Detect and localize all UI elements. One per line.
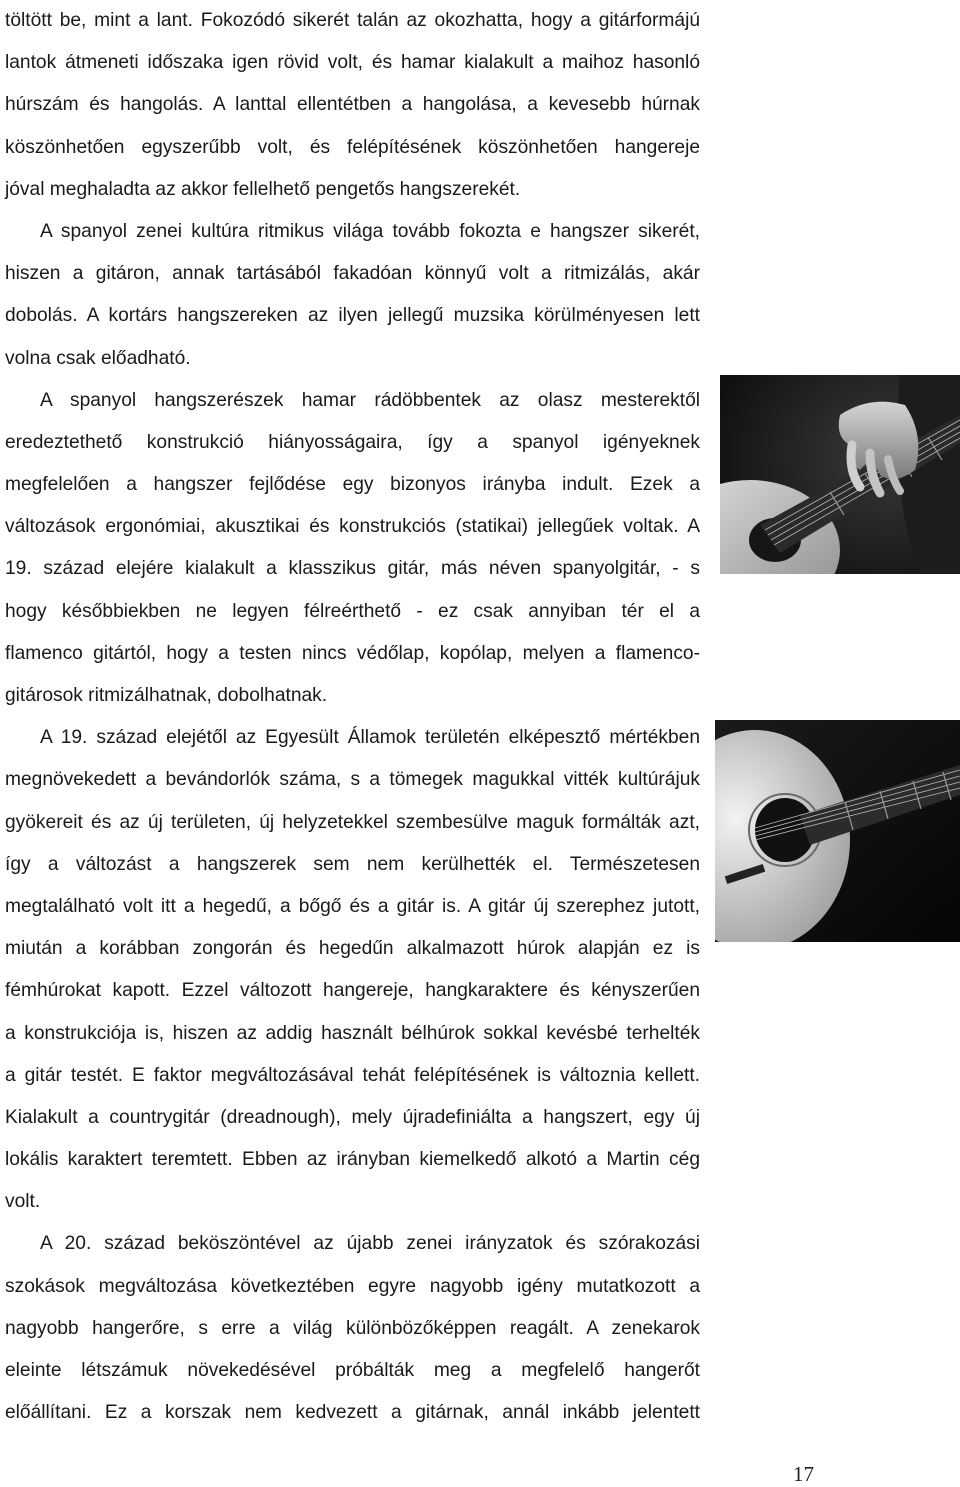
- text-line: megtalálható volt itt a hegedű, a bőgő és a gitár is. A gitár új szerephez jutott,: [5, 895, 700, 917]
- text-line: A spanyol zenei kultúra ritmikus világa tovább fokozta e hangszer sikerét,: [40, 220, 700, 242]
- body-text: [5, 0, 700, 1434]
- text-line: előállítani. Ez a korszak nem kedvezett a gitárnak, annál inkább jelentett: [5, 1402, 700, 1424]
- text-line: megfelelően a hangszer fejlődése egy bizonyos irányba indult. Ezek a: [5, 474, 700, 496]
- text-line: eleinte létszámuk növekedésével próbálták meg a megfelelő hangerőt: [5, 1360, 700, 1381]
- text-line: megnövekedett a bevándorlók száma, s a tömegek magukkal vitték kultúrájuk: [5, 769, 700, 791]
- text-line: volna csak előadható.: [5, 347, 191, 369]
- text-line: A 19. század elejétől az Egyesült Államok területén elképesztő mértékben: [40, 727, 700, 749]
- text-line: gitárosok ritmizálhatnak, dobolhatnak.: [5, 685, 328, 706]
- text-line: 19. század elejére kialakult a klasszikus gitár, más néven spanyolgitár, - s: [5, 558, 700, 580]
- text-line: húrszám és hangolás. A lanttal ellentétben a hangolása, a kevesebb húrnak: [5, 94, 700, 116]
- text-line: miután a korábban zongorán és hegedűn alkalmazott húrok alapján ez is: [5, 938, 700, 960]
- text-line: fémhúrokat kapott. Ezzel változott hangereje, hangkaraktere és kényszerűen: [5, 980, 700, 1002]
- text-line: volt.: [5, 1191, 41, 1213]
- text-line: változások ergonómiai, akusztikai és konstrukciós (statikai) jellegűek voltak. A: [5, 516, 700, 538]
- text-line: A 20. század beköszöntével az újabb zenei irányzatok és szórakozási: [40, 1233, 700, 1255]
- text-line: nagyobb hangerőre, s erre a világ különbözőképpen reagált. A zenekarok: [5, 1317, 700, 1339]
- text-line: töltött be, mint a lant. Fokozódó sikerét talán az okozhatta, hogy a gitárformájú: [5, 10, 700, 31]
- text-line: a gitár testét. E faktor megváltozásával tehát felépítésének is változnia kellett.: [5, 1064, 700, 1086]
- text-line: hogy későbbiekben ne legyen félreérthető - ez csak annyiban tér el a: [5, 600, 700, 622]
- text-line: így a változást a hangszerek sem nem kerülhették el. Természetesen: [5, 853, 700, 875]
- text-line: dobolás. A kortárs hangszereken az ilyen jellegű muzsika körülményesen lett: [5, 305, 700, 327]
- text-line: lantok átmeneti időszaka igen rövid volt, és hamar kialakult a maihoz hasonló: [5, 52, 700, 74]
- text-line: eredeztethető konstrukció hiányosságaira, így a spanyol igényeknek: [5, 431, 700, 453]
- text-line: gyökereit és az új területen, új helyzetekkel szembesülve maguk formálták azt,: [5, 811, 700, 833]
- text-line: hiszen a gitáron, annak tartásából fakadóan könnyű volt a ritmizálás, akár: [5, 263, 700, 285]
- text-line: Kialakult a countrygitár (dreadnough), mely újradefiniálta a hangszert, egy új: [5, 1106, 700, 1128]
- text-line: köszönhetően egyszerűbb volt, és felépítésének köszönhetően hangereje: [5, 136, 700, 158]
- text-line: jóval meghaladta az akkor fellelhető pengetős hangszerekét.: [5, 178, 521, 200]
- text-line: a konstrukciója is, hiszen az addig használt bélhúrok sokkal kevésbé terhelték: [5, 1022, 700, 1044]
- page-number: 17: [793, 1462, 814, 1486]
- text-line: szokások megváltozása következtében egyre nagyobb igény mutatkozott a: [5, 1275, 700, 1297]
- guitar-hand-photo: [720, 375, 960, 574]
- acoustic-guitar-photo: [715, 720, 960, 942]
- text-line: A spanyol hangszerészek hamar rádöbbentek az olasz mesterektől: [40, 389, 700, 411]
- text-line: lokális karaktert teremtett. Ebben az irányban kiemelkedő alkotó a Martin cég: [5, 1149, 700, 1171]
- text-line: flamenco gitártól, hogy a testen nincs védőlap, kopólap, melyen a flamenco-: [5, 642, 700, 664]
